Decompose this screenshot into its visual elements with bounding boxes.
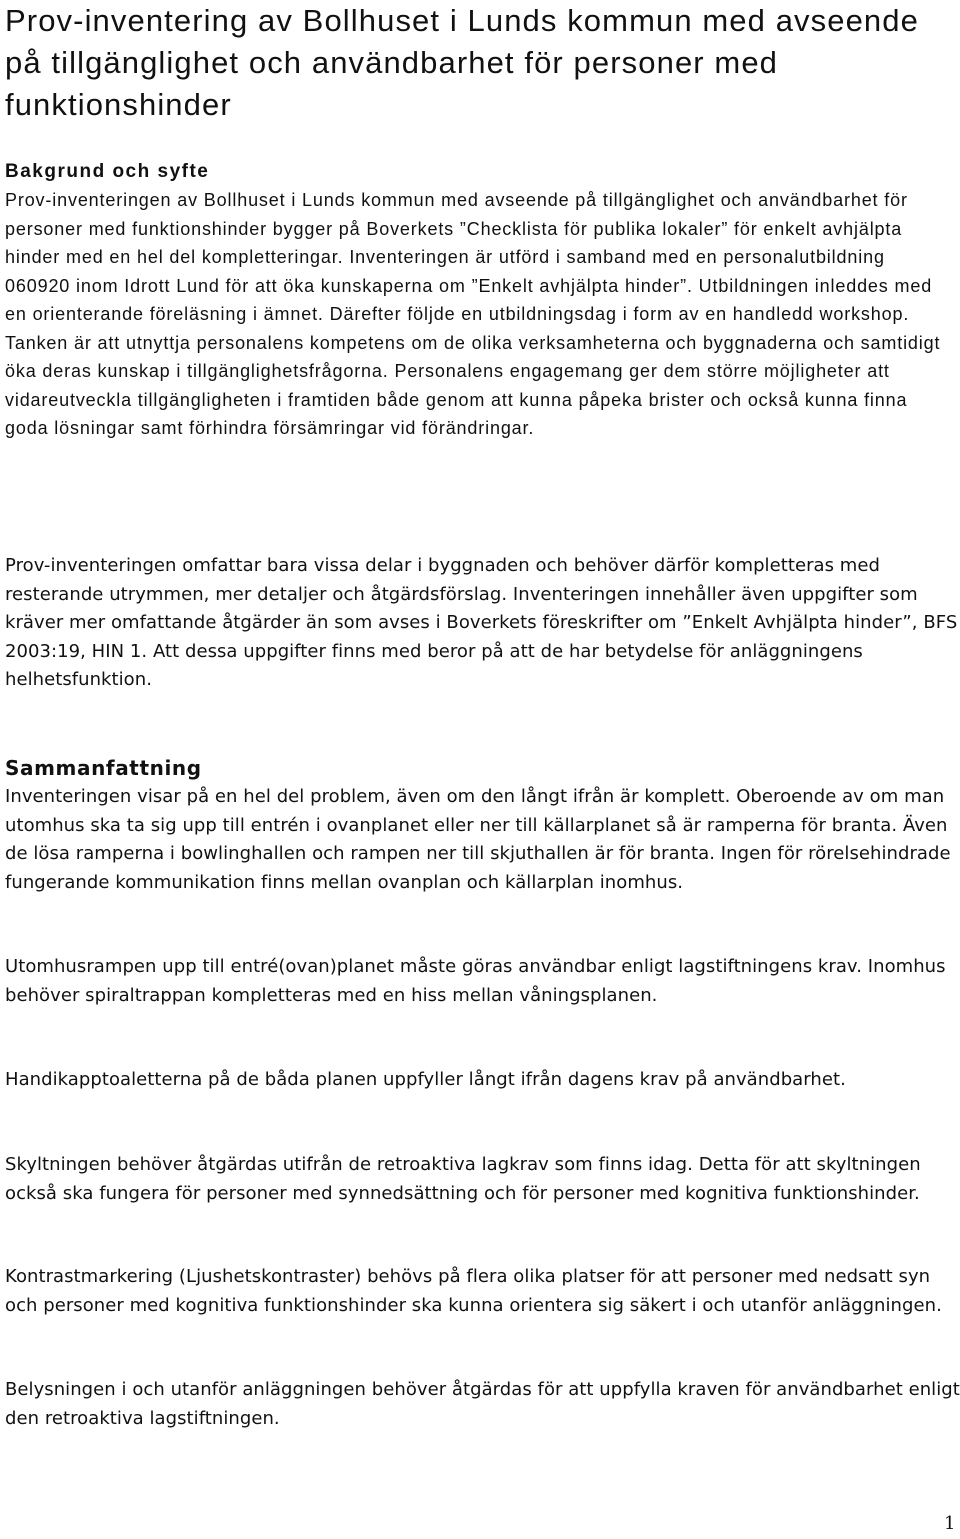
background-paragraph: Prov-inventeringen av Bollhuset i Lunds kommun med avseende på tillgänglighet och användbarhet för personer med funktionshinder bygger på Boverkets ”Checklista för publika lokaler” för enkelt avhjälpta hinder med en hel del kompletteringar. Inventeringen är utförd i samband med en personalutbildning 060920 inom Idrott Lund för att öka kunskaperna om ”Enkelt avhjälpta hinder”. Utbildningen inleddes med en orienterande föreläsning i ämnet. Därefter följde en utbildningsdag i form av en handledd workshop. Tanken är att utnyttja personalens kompetens om de olika verksamheterna och byggnaderna och samtidigt öka deras kunskap i tillgänglighetsfrågorna. Personalens engagemang ger dem större möjligheter att vidareutveckla tillgängligheten i framtiden både genom att kunna påpeka brister och också kunna finna goda lösningar samt förhindra försämringar vid förändringar. [5,190,941,438]
scope-paragraph: Prov-inventeringen omfattar bara vissa delar i byggnaden och behöver därför kompletteras med resterande utrymmen, mer detaljer och åtgärdsförslag. Inventeringen innehåller även uppgifter som kräver mer omfattande åtgärder än som avses i Boverkets föreskrifter om ”Enkelt Avhjälpta hinder”, BFS 2003:19, HIN 1. Att dessa uppgifter finns med beror på att de har betydelse för anläggningens helhetsfunktion. [5,555,958,690]
page-number: 1 [944,1513,956,1534]
summary-paragraph-lighting: Belysningen i och utanför anläggningen behöver åtgärdas för att uppfylla kraven för användbarhet enligt den retroaktiva lagstiftningen. [5,1379,960,1429]
document-title: Prov-inventering av Bollhuset i Lunds kommun med avseende på tillgänglighet och användbarhet för personer med funktionshinder [5,3,919,122]
summary-heading: Sammanfattning [5,756,202,780]
summary-paragraph-toilets: Handikapptoaletterna på de båda planen uppfyller långt ifrån dagens krav på användbarhet. [5,1069,846,1090]
summary-paragraph-signage: Skyltningen behöver åtgärdas utifrån de retroaktiva lagkrav som finns idag. Detta för att skyltningen också ska fungera för personer med synnedsättning och för personer med kognitiva funktionshinder. [5,1154,921,1204]
summary-paragraph-ramp: Utomhusrampen upp till entré(ovan)planet måste göras användbar enligt lagstiftningens krav. Inomhus behöver spiraltrappan kompletteras med en hiss mellan våningsplanen. [5,956,946,1006]
summary-paragraph-problems: Inventeringen visar på en hel del problem, även om den långt ifrån är komplett. Oberoende av om man utomhus ska ta sig upp till entrén i ovanplanet eller ner till källarplanet så är ramperna för branta. Även de lösa ramperna i bowlinghallen och rampen ner till skjuthallen är för branta. Ingen för rörelsehindrade fungerande kommunikation finns mellan ovanplan och källarplan inomhus. [5,786,951,893]
summary-paragraph-contrast: Kontrastmarkering (Ljushetskontraster) behövs på flera olika platser för att personer med nedsatt syn och personer med kognitiva funktionshinder ska kunna orientera sig säkert i och utanför anläggningen. [5,1266,942,1316]
background-heading: Bakgrund och syfte [5,161,210,182]
